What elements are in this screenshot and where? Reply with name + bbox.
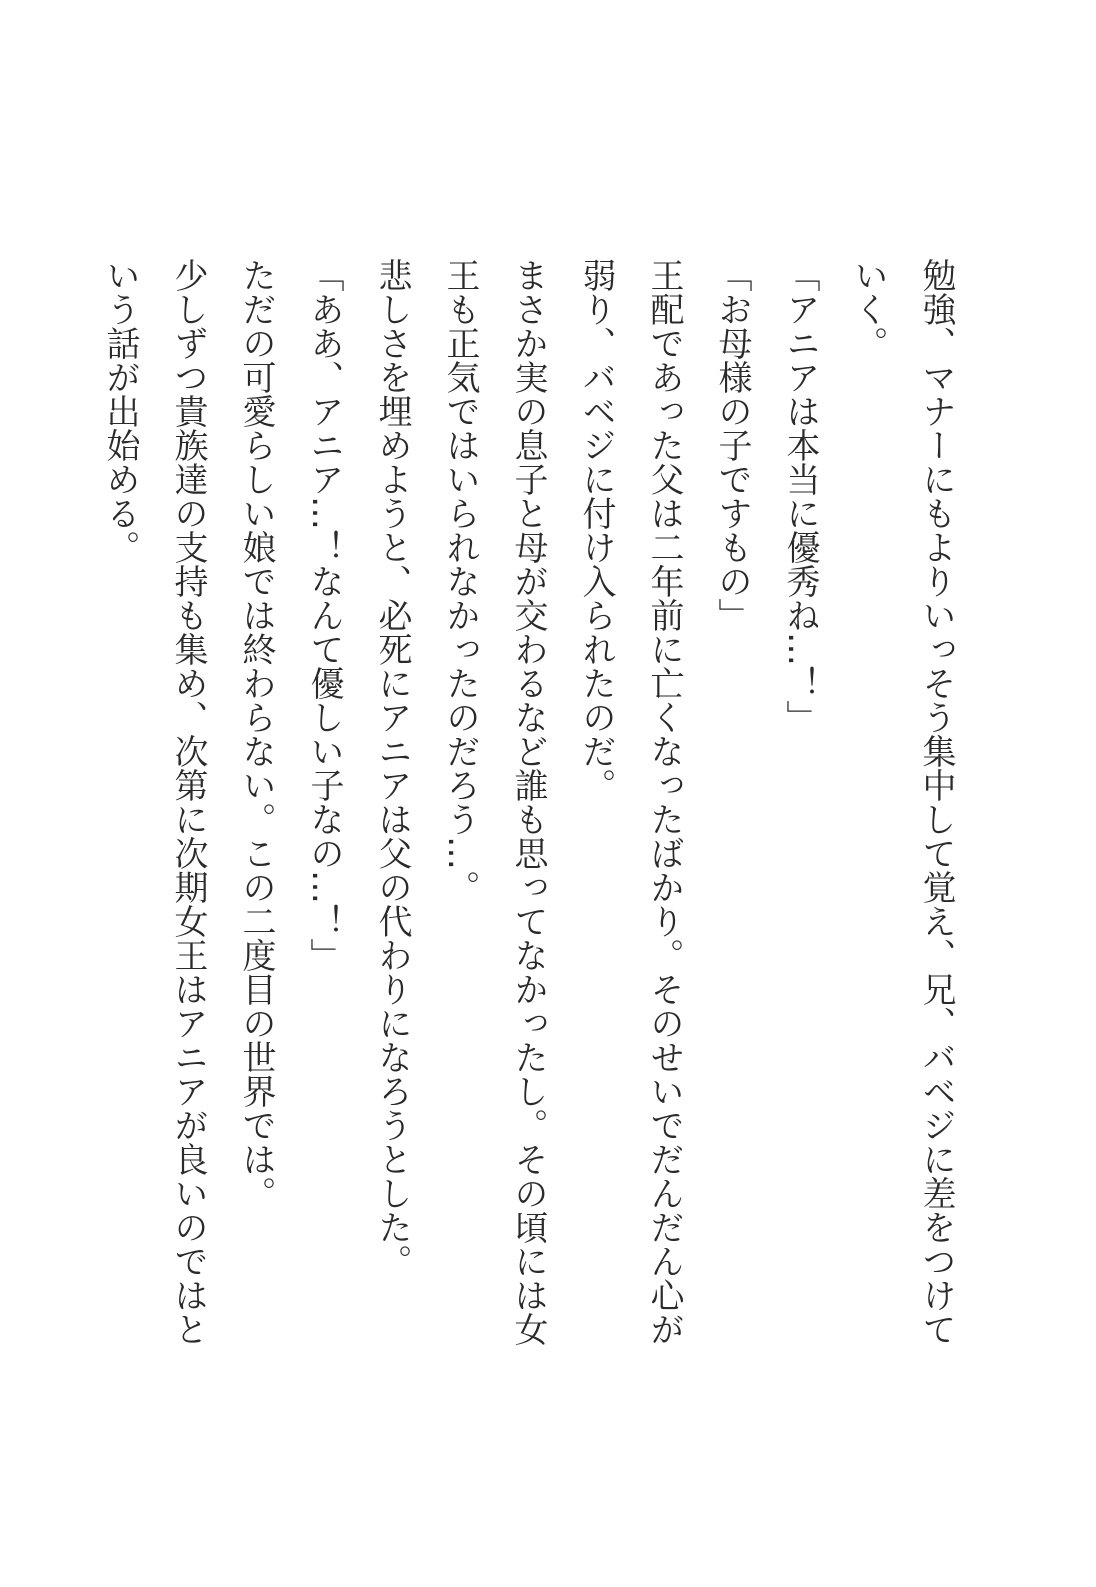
dialogue-queen-kind: 「ああ、アニア…！なんて優しい子なの…！」 (304, 258, 344, 972)
paragraph-father: 王配であった父は二年前に亡くなったばかり。そのせいでだんだん心が弱り、バベジに付け入られたのだ。 (576, 258, 684, 1346)
paragraph-noble-support: 少しずつ貴族達の支持も集め、次第に次期女王はアニアが良いのではという話が出始める。 (100, 258, 208, 1346)
dialogue-ania-reply: 「お母様の子ですもの」 (712, 258, 752, 632)
paragraph-sadness: 悲しさを埋めようと、必死にアニアは父の代わりになろうとした。 (372, 258, 412, 1278)
dialogue-queen-praise: 「アニアは本当に優秀ね…！」 (780, 258, 820, 734)
paragraph-study: 勉強、マナーにもよりいっそう集中して覚え、兄、バベジに差をつけていく。 (848, 258, 956, 1346)
vertical-text-body (86, 258, 970, 1348)
paragraph-nobody-thought: まさか実の息子と母が交わるなど誰も思ってなかったし。その頃には女王も正気ではいられなかったのだろう…。 (440, 258, 548, 1346)
paragraph-second-world: ただの可愛らしい娘では終わらない。この二度目の世界では。 (236, 258, 276, 1210)
